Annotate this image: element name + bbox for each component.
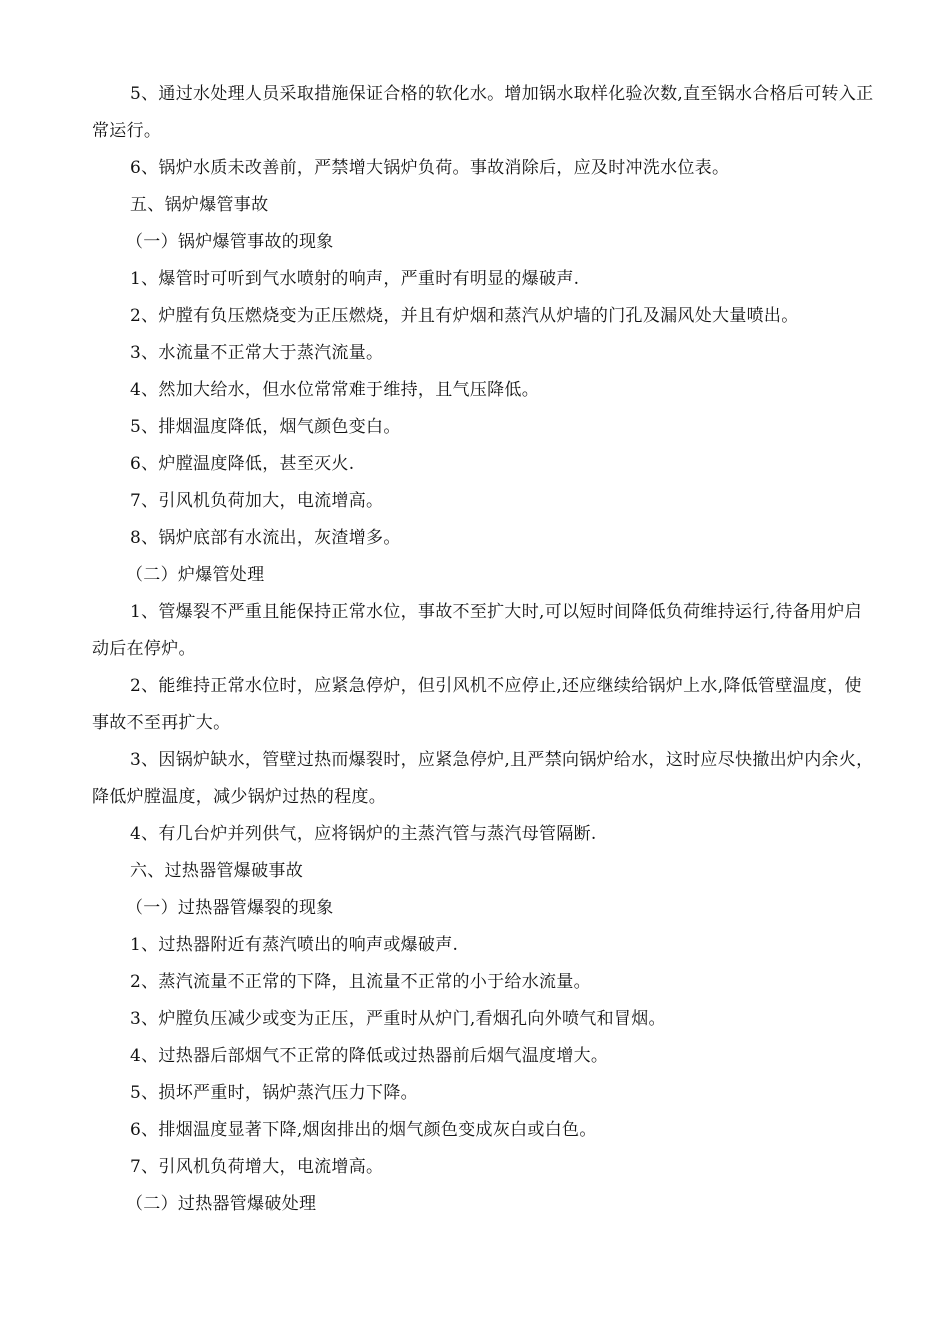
subheading-superheater-symptoms: （一）过热器管爆裂的现象	[126, 898, 334, 918]
paragraph-superheater-symptom-2: 2、蒸汽流量不正常的下降，且流量不正常的小于给水流量。	[130, 972, 591, 992]
paragraph-symptom-2: 2、炉膛有负压燃烧变为正压燃烧，并且有炉烟和蒸汽从炉墙的门孔及漏风处大量喷出。	[130, 306, 799, 326]
paragraph-handling-1: 1、管爆裂不严重且能保持正常水位，事故不至扩大时,可以短时间降低负荷维持运行,待备用炉启动后在停炉。	[92, 602, 862, 659]
document-body	[92, 76, 874, 1223]
paragraph-symptom-3: 3、水流量不正常大于蒸汽流量。	[130, 343, 384, 363]
paragraph-item-6-water-quality: 6、锅炉水质未改善前，严禁增大锅炉负荷。事故消除后，应及时冲洗水位表。	[130, 158, 730, 178]
paragraph-symptom-1: 1、爆管时可听到气水喷射的响声，严重时有明显的爆破声.	[130, 269, 580, 289]
paragraph-handling-3: 3、因锅炉缺水，管壁过热而爆裂时，应紧急停炉,且严禁向锅炉给水，这时应尽快撤出炉内余火，降低炉膛温度，减少锅炉过热的程度。	[92, 750, 874, 807]
subheading-tube-burst-symptoms: （一）锅炉爆管事故的现象	[126, 232, 334, 252]
subheading-superheater-handling: （二）过热器管爆破处理	[126, 1194, 317, 1214]
paragraph-symptom-5: 5、排烟温度降低，烟气颜色变白。	[130, 417, 401, 437]
section-heading-superheater-burst: 六、过热器管爆破事故	[130, 861, 303, 881]
paragraph-symptom-6: 6、炉膛温度降低，甚至灭火.	[130, 454, 355, 474]
paragraph-symptom-8: 8、锅炉底部有水流出，灰渣增多。	[130, 528, 401, 548]
paragraph-superheater-symptom-1: 1、过热器附近有蒸汽喷出的响声或爆破声.	[130, 935, 459, 955]
paragraph-superheater-symptom-3: 3、炉膛负压减少或变为正压，严重时从炉门,看烟孔向外喷气和冒烟。	[130, 1009, 666, 1029]
paragraph-handling-2: 2、能维持正常水位时，应紧急停炉，但引风机不应停止,还应继续给锅炉上水,降低管壁温度，使事故不至再扩大。	[92, 676, 862, 733]
paragraph-superheater-symptom-4: 4、过热器后部烟气不正常的降低或过热器前后烟气温度增大。	[130, 1046, 609, 1066]
paragraph-item-5-softened-water: 5、通过水处理人员采取措施保证合格的软化水。增加锅水取样化验次数,直至锅水合格后可转入正常运行。	[92, 84, 874, 141]
section-heading-tube-burst: 五、锅炉爆管事故	[130, 195, 269, 215]
subheading-tube-burst-handling: （二）炉爆管处理	[126, 565, 265, 585]
paragraph-superheater-symptom-6: 6、排烟温度显著下降,烟囱排出的烟气颜色变成灰白或白色。	[130, 1120, 597, 1140]
paragraph-handling-4: 4、有几台炉并列供气，应将锅炉的主蒸汽管与蒸汽母管隔断.	[130, 824, 597, 844]
paragraph-symptom-7: 7、引风机负荷加大，电流增高。	[130, 491, 384, 511]
paragraph-symptom-4: 4、然加大给水，但水位常常难于维持，且气压降低。	[130, 380, 540, 400]
paragraph-superheater-symptom-5: 5、损坏严重时，锅炉蒸汽压力下降。	[130, 1083, 418, 1103]
paragraph-superheater-symptom-7: 7、引风机负荷增大，电流增高。	[130, 1157, 384, 1177]
